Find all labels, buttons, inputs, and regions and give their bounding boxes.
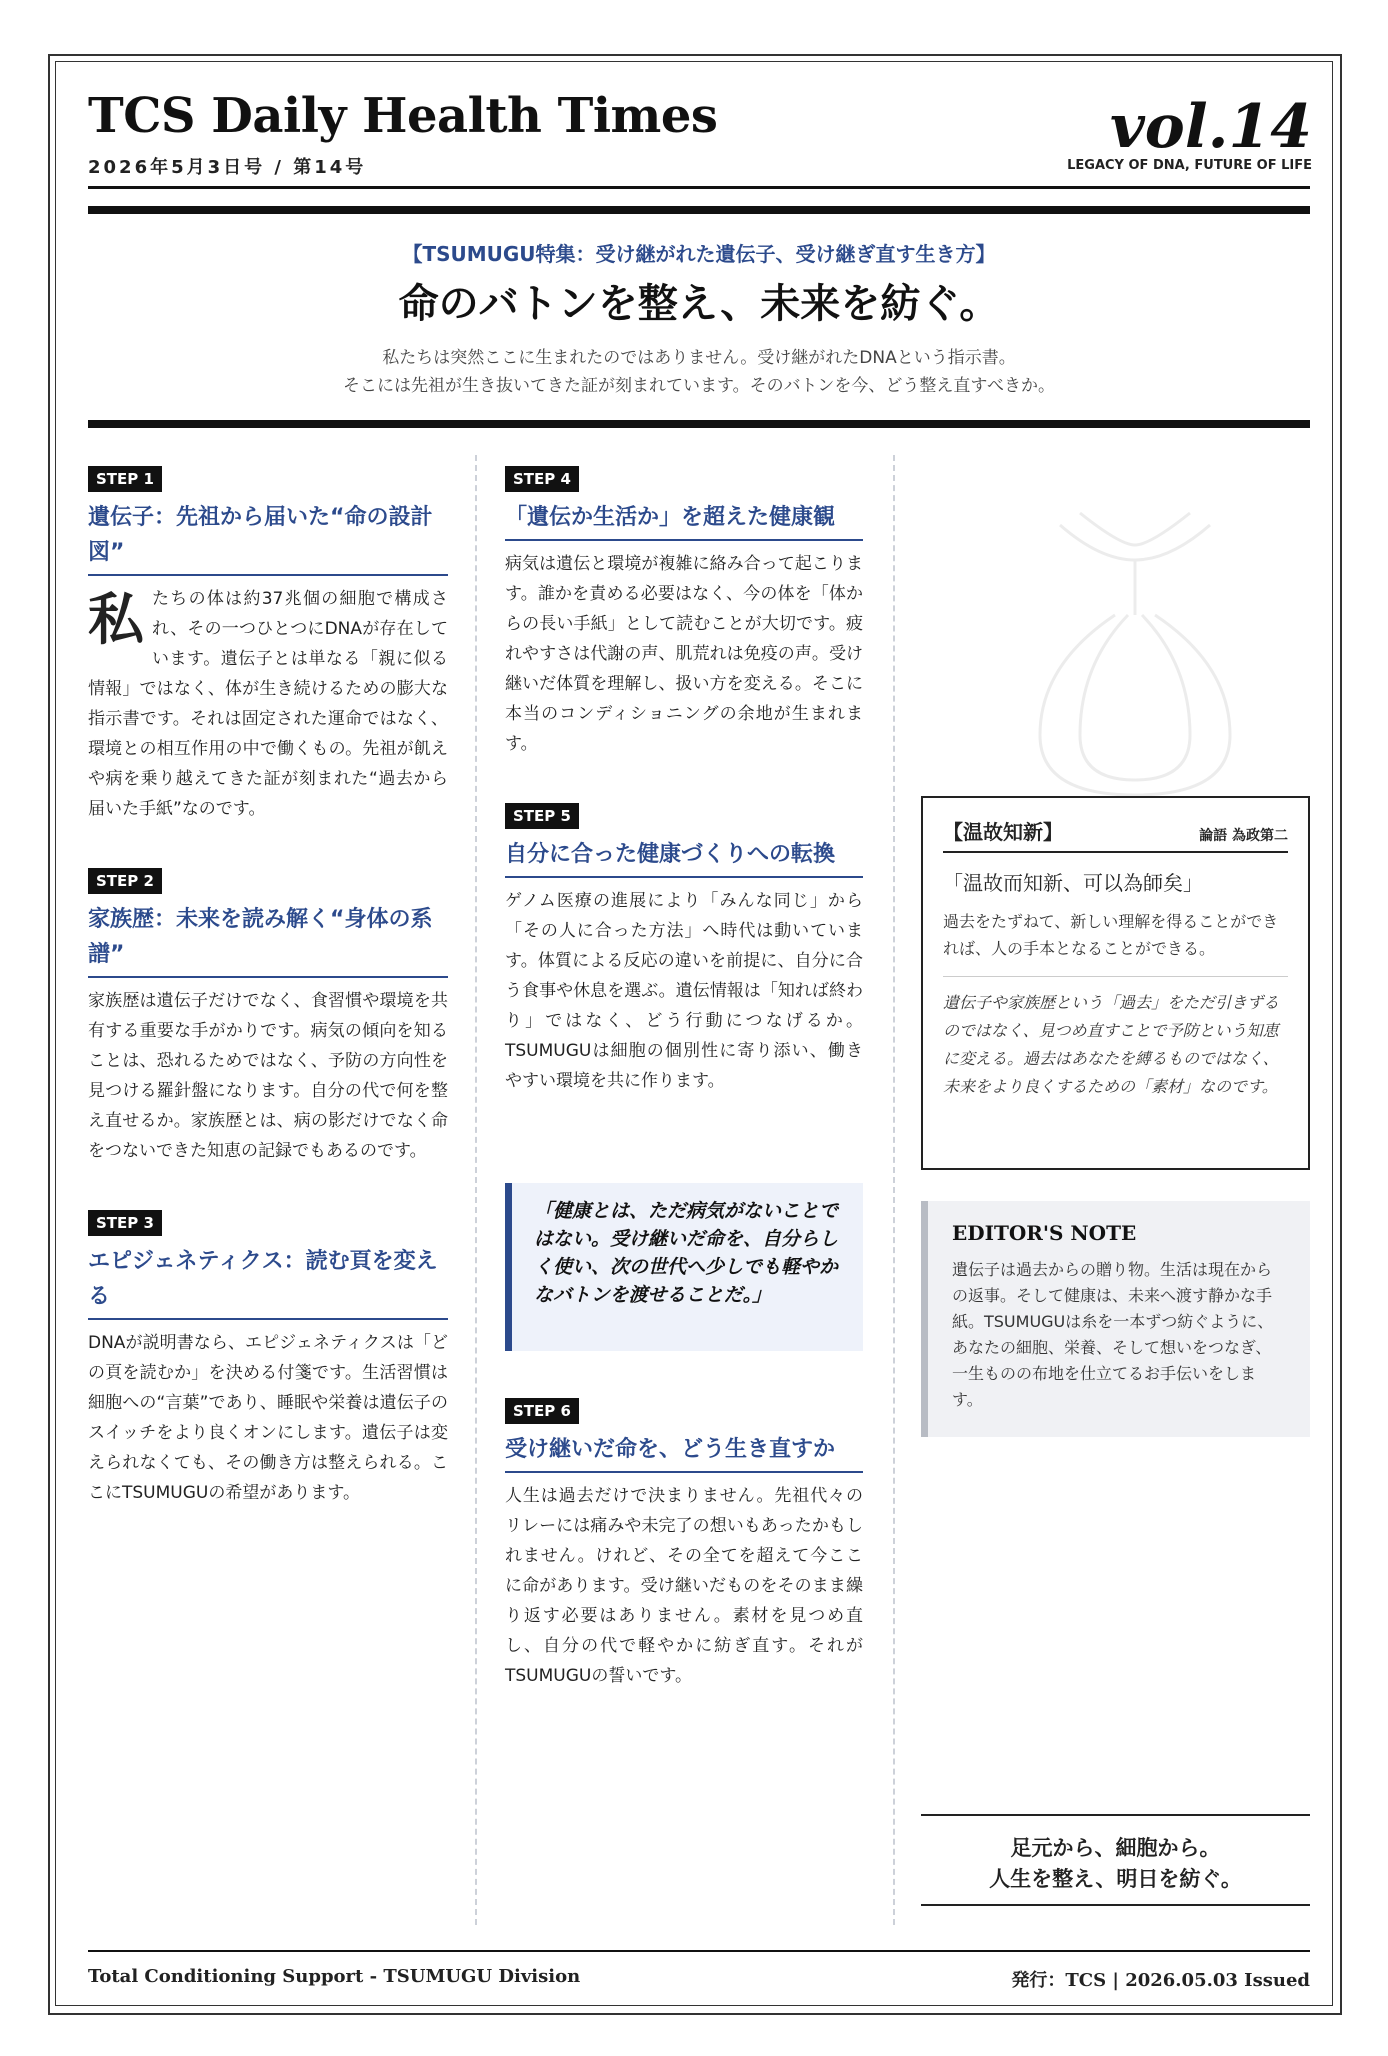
- issue-date: 2026年5月3日号 / 第14号: [88, 157, 367, 178]
- column-divider: [893, 455, 895, 1925]
- proverb-translation: 過去をたずねて、新しい理解を得ることができれば、人の手本となることができる。: [943, 908, 1288, 977]
- step-badge: STEP 4: [505, 466, 579, 492]
- step-title: 自分に合った健康づくりへの転換: [505, 837, 863, 878]
- proverb-header: [943, 816, 1288, 853]
- editors-note-body: 遺伝子は過去からの贈り物。生活は現在からの返事。そして健康は、未来へ渡す静かな手紙。TSUMUGUは糸を一本ずつ紡ぐように、あなたの細胞、栄養、そして想いをつなぎ、一生ものの布地を仕立てるお手伝いをします。: [952, 1260, 1274, 1409]
- slogan-rule-bottom: [921, 1904, 1310, 1906]
- slogan-line-2: 人生を整え、明日を紡ぐ。: [989, 1866, 1242, 1891]
- step-title: 受け継いだ命を、どう生き直すか: [505, 1432, 863, 1473]
- step-badge: STEP 2: [88, 868, 162, 894]
- footer-rule: [88, 1950, 1310, 1952]
- lead-line-1: 私たちは突然ここに生まれたのではありません。受け継がれたDNAという指示書。: [382, 348, 1016, 368]
- step-text: たちの体は約37兆個の細胞で構成され、その一つひとつにDNAが存在しています。遺伝子とは単なる「親に似る情報」ではなく、体が生き続けるための膨大な指示書です。それは固定された運命ではなく、環境との相互作用の中で働くもの。先祖が飢えや病を乗り越えてきた証が刻まれた“過去から届いた手紙”なのです。: [88, 589, 448, 819]
- footer-issued: 発行：TCS | 2026.05.03 Issued: [1011, 1970, 1310, 1991]
- editors-note-title: EDITOR'S NOTE: [952, 1221, 1137, 1245]
- step-badge: STEP 5: [505, 803, 579, 829]
- step-article: [88, 1210, 448, 1508]
- proverb-box: [921, 796, 1310, 1170]
- proverb-title: 【温故知新】: [943, 820, 1063, 844]
- step-body: [88, 584, 448, 824]
- thread-vase-icon: [1000, 505, 1270, 805]
- step-title: エピジェネティクス：読む頁を変える: [88, 1244, 448, 1320]
- column-middle: [505, 466, 863, 1140]
- feature-headline: 命のバトンを整え、未来を紡ぐ。: [398, 280, 1000, 327]
- column-middle-lower: [505, 1398, 863, 1735]
- step-title: 遺伝子：先祖から届いた“命の設計図”: [88, 500, 448, 576]
- step-article: [505, 803, 863, 1096]
- drop-cap: 私: [88, 587, 144, 653]
- section-rule: [88, 420, 1310, 428]
- step-article: [505, 466, 863, 759]
- masthead-title: TCS Daily Health Times: [88, 88, 718, 144]
- step-badge: STEP 1: [88, 466, 162, 492]
- slogan-line-1: 足元から、細胞から。: [1010, 1835, 1221, 1860]
- editors-note: [921, 1201, 1310, 1437]
- step-title: 「遺伝か生活か」を超えた健康観: [505, 500, 863, 541]
- step-article: [505, 1398, 863, 1691]
- masthead-tagline: LEGACY OF DNA, FUTURE OF LIFE: [1067, 158, 1312, 173]
- step-title: 家族歴：未来を読み解く“身体の系譜”: [88, 902, 448, 978]
- proverb-commentary: 遺伝子や家族歴という「過去」をただ引きずるのではなく、見つめ直すことで予防という知恵に変える。過去はあなたを縛るものではなく、未来をより良くするための「素材」なのです。: [943, 993, 1280, 1096]
- step-body: 人生は過去だけで決まりません。先祖代々のリレーには痛みや未完了の想いもあったかもしれません。けれど、その全てを超えて今ここに命があります。受け継いだものをそのまま繰り返す必要はありません。素材を見つめ直し、自分の代で軽やかに紡ぎ直す。それがTSUMUGUの誓いです。: [505, 1486, 863, 1686]
- slogan: [921, 1832, 1310, 1894]
- step-article: [88, 466, 448, 824]
- lead-line-2: そこには先祖が生き抜いてきた証が刻まれています。そのバトンを今、どう整え直すべきか。: [343, 376, 1055, 396]
- column-left: [88, 466, 448, 1552]
- volume-number: vol.14: [1109, 92, 1312, 162]
- proverb-original: 「温故而知新、可以為師矣」: [943, 871, 1203, 895]
- step-badge: STEP 3: [88, 1210, 162, 1236]
- masthead-rule-thick: [88, 206, 1310, 214]
- step-article: [88, 868, 448, 1166]
- feature-lead: [88, 344, 1310, 400]
- step-body: 病気は遺伝と環境が複雑に絡み合って起こります。誰かを責める必要はなく、今の体を「体からの長い手紙」として読むことが大切です。疲れやすさは代謝の声、肌荒れは免疫の声。受け継いだ体質を理解し、扱い方を変える。そこに本当のコンディショニングの余地が生まれます。: [505, 554, 863, 754]
- footer-publisher: Total Conditioning Support - TSUMUGU Division: [88, 1966, 581, 1987]
- column-divider: [475, 455, 477, 1925]
- masthead-rule-thin: [88, 186, 1310, 189]
- feature-tag: 【TSUMUGU特集：受け継がれた遺伝子、受け継ぎ直す生き方】: [402, 242, 996, 266]
- step-body: 家族歴は遺伝子だけでなく、食習慣や環境を共有する重要な手がかりです。病気の傾向を知ることは、恐れるためではなく、予防の方向性を見つける羅針盤になります。自分の代で何を整え直せるか。家族歴とは、病の影だけでなく命をつないできた知恵の記録でもあるのです。: [88, 991, 448, 1161]
- step-badge: STEP 6: [505, 1398, 579, 1424]
- slogan-rule-top: [921, 1814, 1310, 1816]
- proverb-source: 論語 為政第二: [1199, 828, 1288, 844]
- pull-quote: 「健康とは、ただ病気がないことではない。受け継いだ命を、自分らしく使い、次の世代へ少しでも軽やかなバトンを渡せることだ。」: [505, 1183, 863, 1351]
- step-body: DNAが説明書なら、エピジェネティクスは「どの頁を読むか」を決める付箋です。生活習慣は細胞への“言葉”であり、睡眠や栄養は遺伝子のスイッチをより良くオンにします。遺伝子は変えられなくても、その働き方は整えられる。ここにTSUMUGUの希望があります。: [88, 1333, 448, 1503]
- step-body: ゲノム医療の進展により「みんな同じ」から「その人に合った方法」へ時代は動いています。体質による反応の違いを前提に、自分に合う食事や休息を選ぶ。遺伝情報は「知れば終わり」ではなく、どう行動につなげるか。TSUMUGUは細胞の個別性に寄り添い、働きやすい環境を共に作ります。: [505, 891, 863, 1091]
